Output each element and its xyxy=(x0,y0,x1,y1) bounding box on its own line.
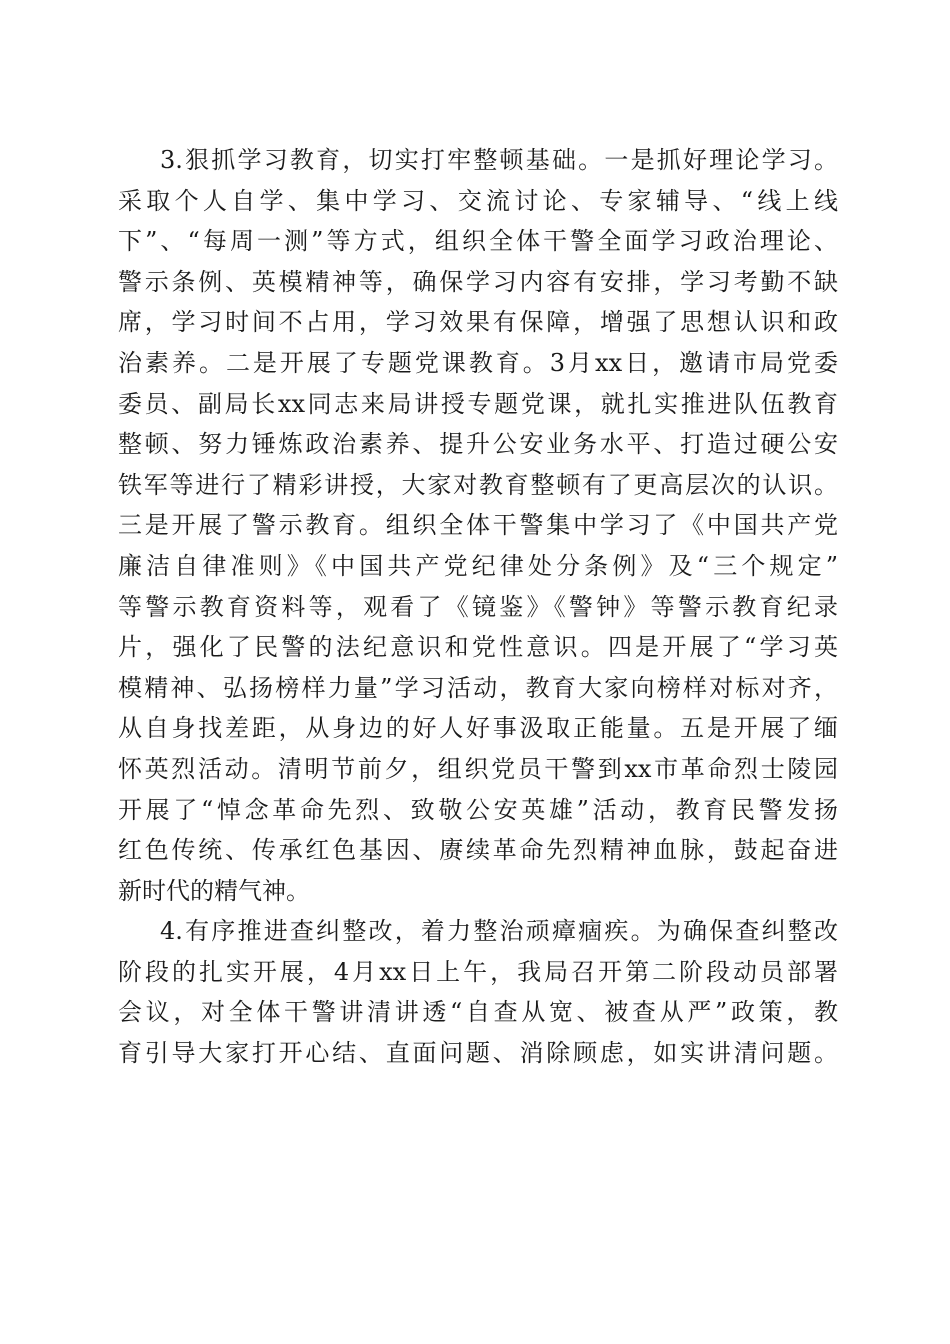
text-line: 片，强化了民警的法纪意识和党性意识。四是开展了“学习英 xyxy=(118,633,838,662)
text-line: 4.有序推进查纠整改，着力整治顽瘴痼疾。为确保查纠整改 xyxy=(160,917,838,946)
text-line: 模精神、弘扬榜样力量”学习活动，教育大家向榜样对标对齐， xyxy=(118,673,838,702)
paragraph-3 xyxy=(118,140,838,911)
text-line: 委员、副局长xx同志来局讲授专题党课，就扎实推进队伍教育 xyxy=(118,389,838,418)
text-line: 席，学习时间不占用，学习效果有保障，增强了思想认识和政 xyxy=(118,308,838,337)
text-line: 3.狠抓学习教育，切实打牢整顿基础。一是抓好理论学习。 xyxy=(160,146,838,174)
text-line: 下”、“每周一测”等方式，组织全体干警全面学习政治理论、 xyxy=(118,227,838,256)
text-line: 会议，对全体干警讲清讲透“自查从宽、被查从严”政策，教 xyxy=(118,998,838,1027)
text-line: 铁军等进行了精彩讲授，大家对教育整顿有了更高层次的认识。 xyxy=(118,470,838,499)
text-line: 怀英烈活动。清明节前夕，组织党员干警到xx市革命烈士陵园 xyxy=(118,754,838,783)
text-line: 三是开展了警示教育。组织全体干警集中学习了《中国共产党 xyxy=(118,511,838,540)
text-line: 从自身找差距，从身边的好人好事汲取正能量。五是开展了缅 xyxy=(118,714,838,743)
text-line: 红色传统、传承红色基因、赓续革命先烈精神血脉，鼓起奋进 xyxy=(118,836,838,865)
text-line: 育引导大家打开心结、直面问题、消除顾虑，如实讲清问题。 xyxy=(118,1039,838,1068)
text-line: 等警示教育资料等，观看了《镜鉴》《警钟》等警示教育纪录 xyxy=(118,592,838,621)
text-line: 开展了“悼念革命先烈、致敬公安英雄”活动，教育民警发扬 xyxy=(118,795,838,824)
text-line: 阶段的扎实开展，4月xx日上午，我局召开第二阶段动员部署 xyxy=(118,957,838,986)
text-line: 新时代的精气神。 xyxy=(118,876,310,905)
text-line: 采取个人自学、集中学习、交流讨论、专家辅导、“线上线 xyxy=(118,186,838,215)
document-body xyxy=(118,140,838,1074)
text-line: 警示条例、英模精神等，确保学习内容有安排，学习考勤不缺 xyxy=(118,267,838,296)
paragraph-4 xyxy=(118,911,838,1073)
text-line: 治素养。二是开展了专题党课教育。3月xx日，邀请市局党委 xyxy=(118,348,838,377)
text-line: 整顿、努力锤炼政治素养、提升公安业务水平、打造过硬公安 xyxy=(118,430,838,459)
text-line: 廉洁自律准则》《中国共产党纪律处分条例》及“三个规定” xyxy=(118,551,838,580)
